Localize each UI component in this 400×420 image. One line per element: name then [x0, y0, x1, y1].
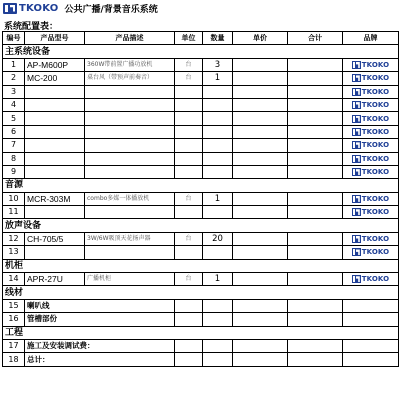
cell-total — [288, 246, 343, 259]
cell-desc: 3W/6W吸顶天花扬声器 — [85, 232, 175, 245]
cell-no: 15 — [3, 299, 25, 312]
cell-qty — [203, 139, 233, 152]
table-row — [3, 72, 399, 85]
brand-text: TKOKO — [361, 87, 390, 96]
brand-logo-icon — [352, 128, 361, 136]
table-row — [3, 165, 399, 178]
brand-mark — [345, 273, 396, 285]
cell-qty — [203, 85, 233, 98]
section-row — [3, 179, 399, 192]
cell-no: 1 — [3, 58, 25, 71]
cell-item-name: 施工及安装调试费： — [25, 339, 175, 352]
cell-qty: 1 — [203, 273, 233, 286]
section-label: 机柜 — [3, 259, 399, 272]
brand-logo-icon — [352, 235, 361, 243]
brand-text: TKOKO — [361, 235, 390, 244]
cell-unit — [175, 125, 203, 138]
cell-no: 7 — [3, 139, 25, 152]
brand-mark — [345, 193, 396, 205]
cell-desc — [85, 112, 175, 125]
cell-desc: 360W带前置广播功放机 — [85, 58, 175, 71]
table-row — [3, 125, 399, 138]
cell-brand — [343, 206, 399, 219]
cell-qty: 20 — [203, 232, 233, 245]
config-table — [2, 31, 399, 367]
brand-logo-icon — [352, 275, 361, 283]
cell-brand — [343, 112, 399, 125]
brand-text: TKOKO — [361, 275, 390, 284]
brand-logo-icon — [352, 88, 361, 96]
brand-text: TKOKO — [361, 248, 390, 257]
table-row — [3, 313, 399, 326]
table-row — [3, 112, 399, 125]
cell-desc — [85, 85, 175, 98]
brand-logo-icon — [352, 248, 361, 256]
table-row — [3, 98, 399, 111]
cell-model — [25, 165, 85, 178]
cell-model — [25, 85, 85, 98]
cell-desc: 广播机柜 — [85, 273, 175, 286]
col-header-qty: 数量 — [203, 32, 233, 45]
cell-desc — [85, 152, 175, 165]
cell-brand — [343, 152, 399, 165]
section-row — [3, 326, 399, 339]
cell-qty — [203, 246, 233, 259]
cell-price — [233, 339, 288, 352]
cell-total — [288, 273, 343, 286]
cell-price — [233, 112, 288, 125]
table-row — [3, 85, 399, 98]
cell-price — [233, 299, 288, 312]
brand-logo-icon — [352, 141, 361, 149]
cell-qty: 1 — [203, 72, 233, 85]
brand-logo-icon — [352, 115, 361, 123]
table-row — [3, 246, 399, 259]
brand-logo-icon — [352, 101, 361, 109]
cell-brand — [343, 58, 399, 71]
cell-qty — [203, 98, 233, 111]
cell-qty: 3 — [203, 58, 233, 71]
section-row — [3, 45, 399, 58]
brand-logo-icon — [352, 155, 361, 163]
cell-total — [288, 72, 343, 85]
cell-total — [288, 192, 343, 205]
brand-logo-icon — [352, 74, 361, 82]
cell-total — [288, 152, 343, 165]
cell-qty — [203, 339, 233, 352]
cell-total — [288, 58, 343, 71]
brand-text: TKOKO — [361, 208, 390, 217]
brand-logo — [3, 3, 58, 14]
brand-text: TKOKO — [361, 101, 390, 110]
cell-total — [288, 98, 343, 111]
section-row — [3, 259, 399, 272]
cell-desc — [85, 139, 175, 152]
cell-model: AP-M600P — [25, 58, 85, 71]
section-label: 线材 — [3, 286, 399, 299]
col-header-model: 产品型号 — [25, 32, 85, 45]
brand-mark — [345, 86, 396, 98]
cell-qty — [203, 206, 233, 219]
cell-no: 10 — [3, 192, 25, 205]
cell-unit — [175, 353, 203, 366]
cell-total — [288, 313, 343, 326]
section-label: 音源 — [3, 179, 399, 192]
brand-name: TKOKO — [19, 2, 59, 14]
table-row — [3, 152, 399, 165]
cell-qty — [203, 353, 233, 366]
cell-price — [233, 58, 288, 71]
cell-total — [288, 339, 343, 352]
cell-unit — [175, 85, 203, 98]
cell-price — [233, 273, 288, 286]
cell-brand — [343, 313, 399, 326]
cell-brand — [343, 339, 399, 352]
cell-model: MC-200 — [25, 72, 85, 85]
cell-no: 4 — [3, 98, 25, 111]
brand-logo-icon — [3, 3, 17, 14]
cell-total — [288, 139, 343, 152]
cell-no: 16 — [3, 313, 25, 326]
cell-no: 9 — [3, 165, 25, 178]
cell-item-name: 总计： — [25, 353, 175, 366]
cell-brand — [343, 139, 399, 152]
cell-unit — [175, 339, 203, 352]
cell-unit — [175, 152, 203, 165]
cell-unit — [175, 299, 203, 312]
brand-text: TKOKO — [361, 154, 390, 163]
cell-price — [233, 85, 288, 98]
section-label: 主系统设备 — [3, 45, 399, 58]
cell-desc — [85, 98, 175, 111]
cell-total — [288, 125, 343, 138]
brand-text: TKOKO — [361, 74, 390, 83]
col-header-total: 合计 — [288, 32, 343, 45]
cell-no: 8 — [3, 152, 25, 165]
cell-no: 2 — [3, 72, 25, 85]
cell-no: 12 — [3, 232, 25, 245]
brand-text: TKOKO — [361, 168, 390, 177]
table-row — [3, 232, 399, 245]
section-row — [3, 219, 399, 232]
cell-price — [233, 353, 288, 366]
cell-brand — [343, 273, 399, 286]
col-header-price: 单价 — [233, 32, 288, 45]
cell-item-name: 喇叭线 — [25, 299, 175, 312]
cell-model — [25, 246, 85, 259]
table-row — [3, 58, 399, 71]
cell-brand — [343, 125, 399, 138]
cell-unit — [175, 139, 203, 152]
cell-qty — [203, 299, 233, 312]
cell-price — [233, 246, 288, 259]
cell-brand — [343, 353, 399, 366]
cell-model — [25, 125, 85, 138]
section-label: 工程 — [3, 326, 399, 339]
cell-total — [288, 165, 343, 178]
cell-unit — [175, 112, 203, 125]
brand-mark — [345, 166, 396, 178]
cell-model: APR-27U — [25, 273, 85, 286]
cell-brand — [343, 98, 399, 111]
brand-mark — [345, 233, 396, 245]
cell-unit — [175, 313, 203, 326]
cell-desc — [85, 165, 175, 178]
cell-model: MCR-303M — [25, 192, 85, 205]
cell-price — [233, 206, 288, 219]
cell-brand — [343, 232, 399, 245]
col-header-brand: 品牌 — [343, 32, 399, 45]
cell-qty — [203, 125, 233, 138]
cell-price — [233, 72, 288, 85]
config-table-title: 系统配置表： — [4, 22, 59, 32]
brand-text: TKOKO — [361, 114, 390, 123]
cell-brand — [343, 85, 399, 98]
brand-mark — [345, 99, 396, 111]
cell-model — [25, 139, 85, 152]
cell-unit: 台 — [175, 58, 203, 71]
cell-unit: 台 — [175, 72, 203, 85]
cell-brand — [343, 165, 399, 178]
cell-model — [25, 206, 85, 219]
brand-logo-icon — [352, 208, 361, 216]
cell-unit — [175, 206, 203, 219]
cell-no: 5 — [3, 112, 25, 125]
cell-total — [288, 206, 343, 219]
brand-mark — [345, 126, 396, 138]
page-header — [0, 0, 400, 16]
cell-price — [233, 98, 288, 111]
table-row — [3, 206, 399, 219]
cell-no: 17 — [3, 339, 25, 352]
cell-qty — [203, 313, 233, 326]
section-row — [3, 286, 399, 299]
cell-brand — [343, 246, 399, 259]
cell-price — [233, 313, 288, 326]
cell-qty — [203, 165, 233, 178]
cell-qty: 1 — [203, 192, 233, 205]
brand-text: TKOKO — [361, 194, 390, 203]
cell-unit — [175, 165, 203, 178]
cell-total — [288, 85, 343, 98]
brand-mark — [345, 72, 396, 84]
table-row — [3, 273, 399, 286]
cell-no: 13 — [3, 246, 25, 259]
cell-unit — [175, 98, 203, 111]
brand-mark — [345, 113, 396, 125]
table-row — [3, 192, 399, 205]
col-header-unit: 单位 — [175, 32, 203, 45]
cell-price — [233, 152, 288, 165]
cell-desc: 桌台风（带预声前奏音） — [85, 72, 175, 85]
cell-brand — [343, 72, 399, 85]
cell-unit: 台 — [175, 192, 203, 205]
brand-mark — [345, 206, 396, 218]
table-row — [3, 353, 399, 366]
table-row — [3, 339, 399, 352]
brand-text: TKOKO — [361, 141, 390, 150]
cell-unit: 台 — [175, 273, 203, 286]
cell-model — [25, 152, 85, 165]
brand-logo-icon — [352, 168, 361, 176]
brand-logo-icon — [352, 61, 361, 69]
cell-brand — [343, 192, 399, 205]
cell-model: CH-705/5 — [25, 232, 85, 245]
cell-price — [233, 232, 288, 245]
cell-desc — [85, 246, 175, 259]
cell-desc — [85, 206, 175, 219]
col-header-desc: 产品描述 — [85, 32, 175, 45]
cell-price — [233, 125, 288, 138]
cell-no: 6 — [3, 125, 25, 138]
cell-total — [288, 232, 343, 245]
cell-no: 14 — [3, 273, 25, 286]
cell-desc: combo多媒一体播放机 — [85, 192, 175, 205]
section-label: 放声设备 — [3, 219, 399, 232]
brand-mark — [345, 246, 396, 258]
table-header-row — [3, 32, 399, 45]
col-header-no: 编号 — [3, 32, 25, 45]
brand-mark — [345, 139, 396, 151]
cell-brand — [343, 299, 399, 312]
brand-text: TKOKO — [361, 127, 390, 136]
table-row — [3, 139, 399, 152]
brand-mark — [345, 59, 396, 71]
cell-no: 18 — [3, 353, 25, 366]
cell-price — [233, 139, 288, 152]
table-row — [3, 299, 399, 312]
cell-model — [25, 112, 85, 125]
cell-no: 11 — [3, 206, 25, 219]
cell-desc — [85, 125, 175, 138]
cell-no: 3 — [3, 85, 25, 98]
cell-qty — [203, 112, 233, 125]
cell-total — [288, 112, 343, 125]
cell-total — [288, 353, 343, 366]
brand-text: TKOKO — [361, 60, 390, 69]
cell-model — [25, 98, 85, 111]
brand-mark — [345, 153, 396, 165]
cell-price — [233, 165, 288, 178]
cell-item-name: 管槽部份 — [25, 313, 175, 326]
cell-unit: 台 — [175, 232, 203, 245]
cell-qty — [203, 152, 233, 165]
cell-price — [233, 192, 288, 205]
table-body — [3, 45, 399, 366]
cell-unit — [175, 246, 203, 259]
cell-total — [288, 299, 343, 312]
document-title: 公共广播/背景音乐系统 — [64, 4, 158, 15]
brand-logo-icon — [352, 195, 361, 203]
